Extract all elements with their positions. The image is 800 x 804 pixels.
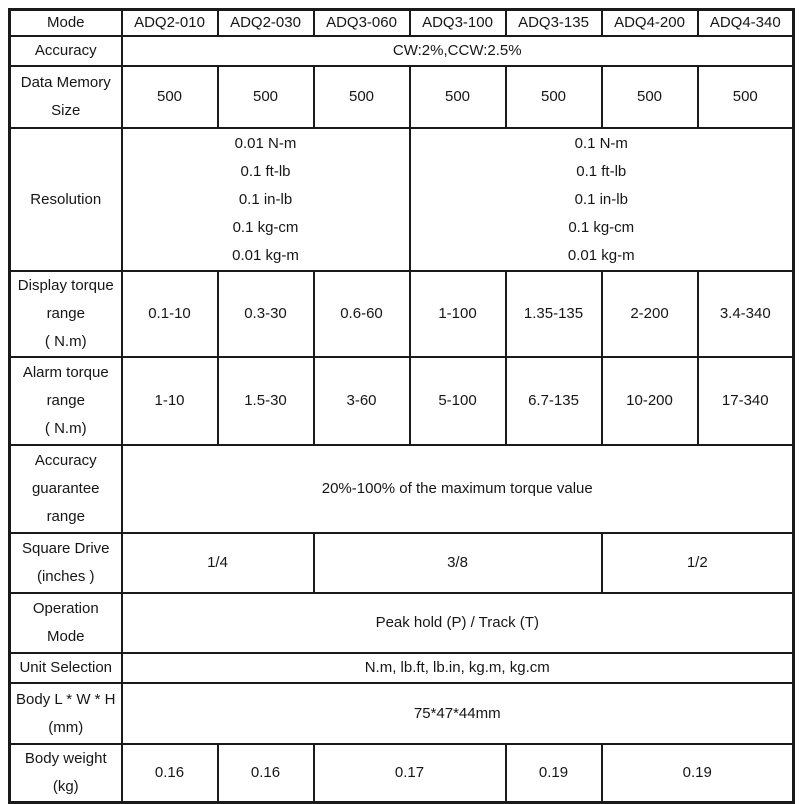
text-line: CW:2%,CCW:2.5%: [392, 42, 522, 59]
cell-display-torque-range-3: [410, 271, 506, 357]
cell-alarm-torque-range-6: [698, 357, 794, 445]
text-line: 0.01 kg-m: [567, 246, 635, 264]
row-label-display-torque-range: [10, 271, 122, 357]
text-line: (inches ): [36, 568, 95, 585]
text-line: Resolution: [30, 190, 102, 208]
text-line: ( N.m): [44, 420, 87, 437]
spec-table: [8, 8, 795, 804]
cell-alarm-torque-range-2: [314, 357, 410, 445]
text-line: 0.1 kg-cm: [568, 218, 635, 236]
row-label-square-drive: [10, 533, 122, 593]
text-line: 0.1 in-lb: [574, 190, 628, 208]
text-line: Alarm torque: [22, 364, 109, 381]
text-line: 20%-100% of the maximum torque value: [321, 480, 593, 497]
cell-square-drive-2: [602, 533, 794, 593]
text-line: 0.1 kg-cm: [232, 218, 299, 236]
text-line: 500: [252, 88, 279, 105]
row-label-body-weight: [10, 744, 122, 803]
row-alarm-torque-range: [10, 357, 794, 445]
text-line: Data Memory: [20, 74, 111, 91]
text-line: 0.1 N-m: [574, 134, 628, 152]
text-line: 10-200: [626, 392, 673, 409]
cell-alarm-torque-range-3: [410, 357, 506, 445]
text-line: 0.19: [538, 764, 569, 781]
text-line: 17-340: [721, 392, 769, 409]
cell-data-memory-size-2: [314, 66, 410, 128]
text-line: 500: [156, 88, 183, 105]
text-line: 3/8: [447, 554, 468, 571]
spec-table-body: [10, 36, 794, 803]
column-header-text: ADQ3-060: [326, 14, 397, 31]
row-label-accuracy: [10, 36, 122, 66]
row-square-drive: [10, 533, 794, 593]
header-row: [10, 10, 794, 37]
text-line: Peak hold (P) / Track (T): [375, 614, 539, 631]
column-header-text: ADQ2-010: [134, 14, 205, 31]
spec-table-head: [10, 10, 794, 37]
row-label-alarm-torque-range: [10, 357, 122, 445]
cell-body-weight-1: [218, 744, 314, 803]
text-line: 500: [636, 88, 663, 105]
row-body-dimensions: [10, 683, 794, 744]
cell-display-torque-range-1: [218, 271, 314, 357]
cell-display-torque-range-0: [122, 271, 218, 357]
cell-body-weight-3: [506, 744, 602, 803]
cell-accuracy-0: [122, 36, 794, 66]
row-label-data-memory-size: [10, 66, 122, 128]
header-label-mode: [10, 10, 122, 37]
text-line: 6.7-135: [528, 392, 579, 409]
text-line: Unit Selection: [19, 659, 113, 676]
header-label-text: Mode: [46, 14, 85, 31]
text-line: 500: [540, 88, 567, 105]
text-line: 500: [444, 88, 471, 105]
text-line: 1/2: [686, 554, 708, 571]
text-line: Display torque: [17, 277, 114, 294]
text-line: Accuracy: [34, 452, 97, 469]
text-line: Square Drive: [21, 540, 110, 557]
text-line: range: [46, 305, 85, 322]
cell-display-torque-range-2: [314, 271, 410, 357]
column-header-0: [122, 10, 218, 37]
cell-accuracy-guarantee-range-0: [122, 445, 794, 533]
row-resolution: [10, 128, 794, 271]
text-line: 1.5-30: [244, 392, 287, 409]
row-operation-mode: [10, 593, 794, 653]
text-line: 0.17: [394, 764, 425, 781]
text-line: 1/4: [207, 554, 228, 571]
row-accuracy-guarantee-range: [10, 445, 794, 533]
cell-body-weight-0: [122, 744, 218, 803]
spec-table-container: [8, 8, 795, 804]
text-line: Size: [51, 102, 81, 119]
cell-body-weight-2: [314, 744, 506, 803]
text-line: 0.1 ft-lb: [576, 162, 627, 180]
cell-data-memory-size-4: [506, 66, 602, 128]
text-line: 0.01 kg-m: [232, 246, 299, 264]
cell-alarm-torque-range-4: [506, 357, 602, 445]
text-line: Mode: [46, 628, 85, 645]
text-line: 0.1 in-lb: [238, 190, 293, 208]
cell-unit-selection-0: [122, 653, 794, 683]
text-line: 0.1-10: [148, 305, 191, 322]
text-line: Body weight: [24, 750, 107, 767]
row-label-body-dimensions: [10, 683, 122, 744]
text-line: 75*47*44mm: [413, 704, 501, 722]
column-header-3: [410, 10, 506, 37]
text-line: 0.01 N-m: [234, 134, 297, 152]
cell-resolution-1: [410, 128, 794, 271]
text-line: Operation: [32, 600, 99, 617]
column-header-text: ADQ3-135: [518, 14, 589, 31]
text-line: 0.16: [250, 764, 281, 781]
row-accuracy: [10, 36, 794, 66]
column-header-4: [506, 10, 602, 37]
column-header-text: ADQ4-200: [614, 14, 685, 31]
cell-data-memory-size-5: [602, 66, 698, 128]
row-label-resolution: [10, 128, 122, 271]
cell-display-torque-range-6: [698, 271, 794, 357]
cell-resolution-0: [122, 128, 410, 271]
text-line: (kg): [52, 778, 79, 795]
text-line: 1-100: [438, 305, 477, 322]
text-line: 0.19: [682, 764, 712, 781]
cell-body-weight-4: [602, 744, 794, 803]
text-line: guarantee: [31, 480, 100, 497]
text-line: 0.16: [154, 764, 185, 781]
text-line: 1.35-135: [523, 305, 584, 322]
text-line: 2-200: [630, 305, 669, 322]
text-line: 500: [348, 88, 375, 105]
column-header-text: ADQ4-340: [709, 14, 781, 31]
cell-alarm-torque-range-1: [218, 357, 314, 445]
text-line: (mm): [48, 718, 84, 736]
column-header-5: [602, 10, 698, 37]
text-line: ( N.m): [44, 333, 87, 350]
row-data-memory-size: [10, 66, 794, 128]
text-line: 500: [732, 88, 758, 105]
cell-body-dimensions-0: [122, 683, 794, 744]
row-display-torque-range: [10, 271, 794, 357]
text-line: 1-10: [154, 392, 185, 409]
cell-square-drive-1: [314, 533, 602, 593]
text-line: Accuracy: [34, 42, 97, 59]
text-line: range: [46, 392, 85, 409]
column-header-6: [698, 10, 794, 37]
cell-display-torque-range-4: [506, 271, 602, 357]
text-line: 3-60: [346, 392, 377, 409]
cell-square-drive-0: [122, 533, 314, 593]
column-header-1: [218, 10, 314, 37]
text-line: 0.6-60: [340, 305, 383, 322]
cell-data-memory-size-0: [122, 66, 218, 128]
text-line: range: [46, 508, 85, 525]
row-label-unit-selection: [10, 653, 122, 683]
text-line: 0.3-30: [244, 305, 287, 322]
column-header-text: ADQ2-030: [230, 14, 301, 31]
column-header-text: ADQ3-100: [422, 14, 493, 31]
row-unit-selection: [10, 653, 794, 683]
cell-data-memory-size-1: [218, 66, 314, 128]
text-line: 0.1 ft-lb: [240, 162, 291, 180]
text-line: 5-100: [438, 392, 477, 409]
text-line: 3.4-340: [719, 305, 771, 322]
cell-alarm-torque-range-0: [122, 357, 218, 445]
row-label-accuracy-guarantee-range: [10, 445, 122, 533]
text-line: N.m, lb.ft, lb.in, kg.m, kg.cm: [364, 659, 550, 676]
text-line: Body L * W * H: [16, 690, 116, 708]
column-header-2: [314, 10, 410, 37]
row-body-weight: [10, 744, 794, 803]
cell-alarm-torque-range-5: [602, 357, 698, 445]
row-label-operation-mode: [10, 593, 122, 653]
cell-data-memory-size-6: [698, 66, 794, 128]
cell-operation-mode-0: [122, 593, 794, 653]
cell-data-memory-size-3: [410, 66, 506, 128]
cell-display-torque-range-5: [602, 271, 698, 357]
